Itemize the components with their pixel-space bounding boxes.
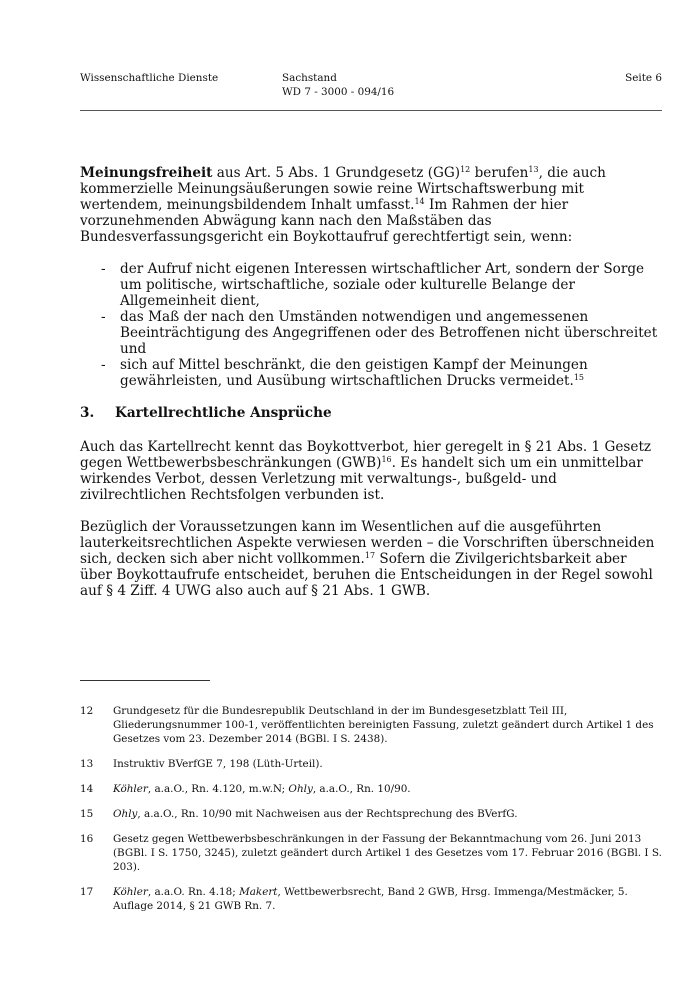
footnote-15: 15 Ohly, a.a.O., Rn. 10/90 mit Nachweisen aus der Rechtsprechung des BVerfG. (80, 808, 518, 820)
paragraph-requirements: Bezüglich der Voraussetzungen kann im Wesentlichen auf die ausgeführten lauterkeitsrechtlichen Aspekte verwiesen werden – die Vorschriften überschneiden sich, decken sich aber nicht vollkommen.$^{17}$ Sofern die Zivilgerichtsbarkeit aber über Boykottaufrufe entscheidet, beruhen die Entscheidungen in der Regel sowohl auf § 4 Ziff. 4 UWG also auch auf § 21 Abs. 1 GWB. (80, 519, 655, 599)
footnote-13: 13 Instruktiv BVerfGE 7, 198 (Lüth-Urteil). (80, 758, 323, 770)
list-dash: - (101, 309, 106, 325)
bold-term: Meinungsfreiheit (80, 165, 213, 181)
footnote-14: 14 Köhler, a.a.O., Rn. 4.120, m.w.N; Ohly, a.a.O., Rn. 10/90. (80, 783, 411, 795)
footnote-divider (80, 680, 210, 681)
header-divider (80, 110, 662, 111)
footnote-ref-13[interactable]: 13 (528, 165, 539, 174)
footnote-number: 15 (80, 808, 94, 820)
footnote-number: 12 (80, 705, 94, 717)
footnote-17: 17 Köhler, a.a.O. Rn. 4.18; Makert, Wettbewerbsrecht, Band 2 GWB, Hrsg. Immenga/Mestmäcker, 5. Auflage 2014, § 21 GWB Rn. 7. (80, 886, 628, 912)
paragraph-antitrust: Auch das Kartellrecht kennt das Boykottverbot, hier geregelt in § 21 Abs. 1 Gesetz gegen Wettbewerbsbeschränkungen (GWB)$^{16}$. Es handelt sich um ein unmittelbar wirkendes Verbot, dessen Verletzung mit verwaltungs-, bußgeld- und zivilrechtlichen Rechtsfolgen verbunden ist. (80, 439, 652, 503)
paragraph-freedom-of-opinion: Meinungsfreiheit aus Art. 5 Abs. 1 Grundgesetz (GG)$^{12}$ berufen$^{13}$, die auch kommerzielle Meinungsäußerungen sowie reine Wirtschaftswerbung mit wertendem, meinungsbildendem Inhalt umfasst.$^{14}$ Im Rahmen der hier vorzunehmenden Abwägung kann nach den Maßstäben das Bundesverfassungsgericht ein Boykottaufruf gerechtfertigt sein, wenn: (80, 165, 606, 245)
footnote-12: 12 Grundgesetz für die Bundesrepublik Deutschland in der im Bundesgesetzblatt Teil III, Gliederungsnummer 100-1, veröffentlichten bereinigten Fassung, zuletzt geändert durch Artikel 1 des Gesetzes vom 23. Dezember 2014 (BGBl. I S. 2438). (80, 705, 654, 745)
list-dash: - (101, 261, 106, 277)
footnote-number: 13 (80, 758, 94, 770)
header-doc-number: WD 7 - 3000 - 094/16 (282, 86, 395, 98)
footnote-16: 16 Gesetz gegen Wettbewerbsbeschränkungen in der Fassung der Bekanntmachung vom 26. Juni 2013 (BGBl. I S. 1750, 3245), zuletzt geändert durch Artikel 1 des Gesetzes vom 17. Februar 2016 (BGBl. I S. 203). (80, 833, 662, 873)
footnote-ref-12[interactable]: 12 (460, 165, 471, 174)
section-number: 3. (80, 405, 95, 421)
conditions-list (80, 261, 662, 389)
main-text (80, 165, 662, 615)
footnote-ref-16[interactable]: 16 (381, 455, 392, 464)
footnote-ref-17[interactable]: 17 (364, 551, 376, 560)
list-item: - der Aufruf nicht eigenen Interessen wirtschaftlicher Art, sondern der Sorge um politische, wirtschaftliche, soziale oder kulturelle Belange der Allgemeinheit dient, (101, 261, 645, 309)
list-item: - sich auf Mittel beschränkt, die den geistigen Kampf der Meinungen gewährleisten, und Ausübung wirtschaftlichen Drucks vermeidet.$^{15}$ (101, 357, 588, 389)
footnote-ref-14[interactable]: 14 (414, 197, 425, 206)
footnotes (80, 704, 662, 924)
header-document-info (282, 71, 394, 99)
header-doc-type: Sachstand (282, 72, 337, 84)
header-page-number: Seite 6 (625, 72, 662, 84)
list-item: - das Maß der nach den Umständen notwendigen und angemessenen Beeinträchtigung des Angegriffenen oder des Betroffenen nicht überschreitet und (101, 309, 658, 357)
section-title: Kartellrechtliche Ansprüche (115, 405, 332, 421)
footnote-number: 17 (80, 886, 94, 898)
page-header (80, 71, 662, 111)
list-dash: - (101, 357, 106, 373)
header-institution: Wissenschaftliche Dienste (80, 72, 219, 84)
footnote-number: 14 (80, 783, 94, 795)
footnote-ref-15[interactable]: 15 (573, 373, 585, 382)
footnote-number: 16 (80, 833, 94, 845)
section-heading (80, 405, 662, 421)
